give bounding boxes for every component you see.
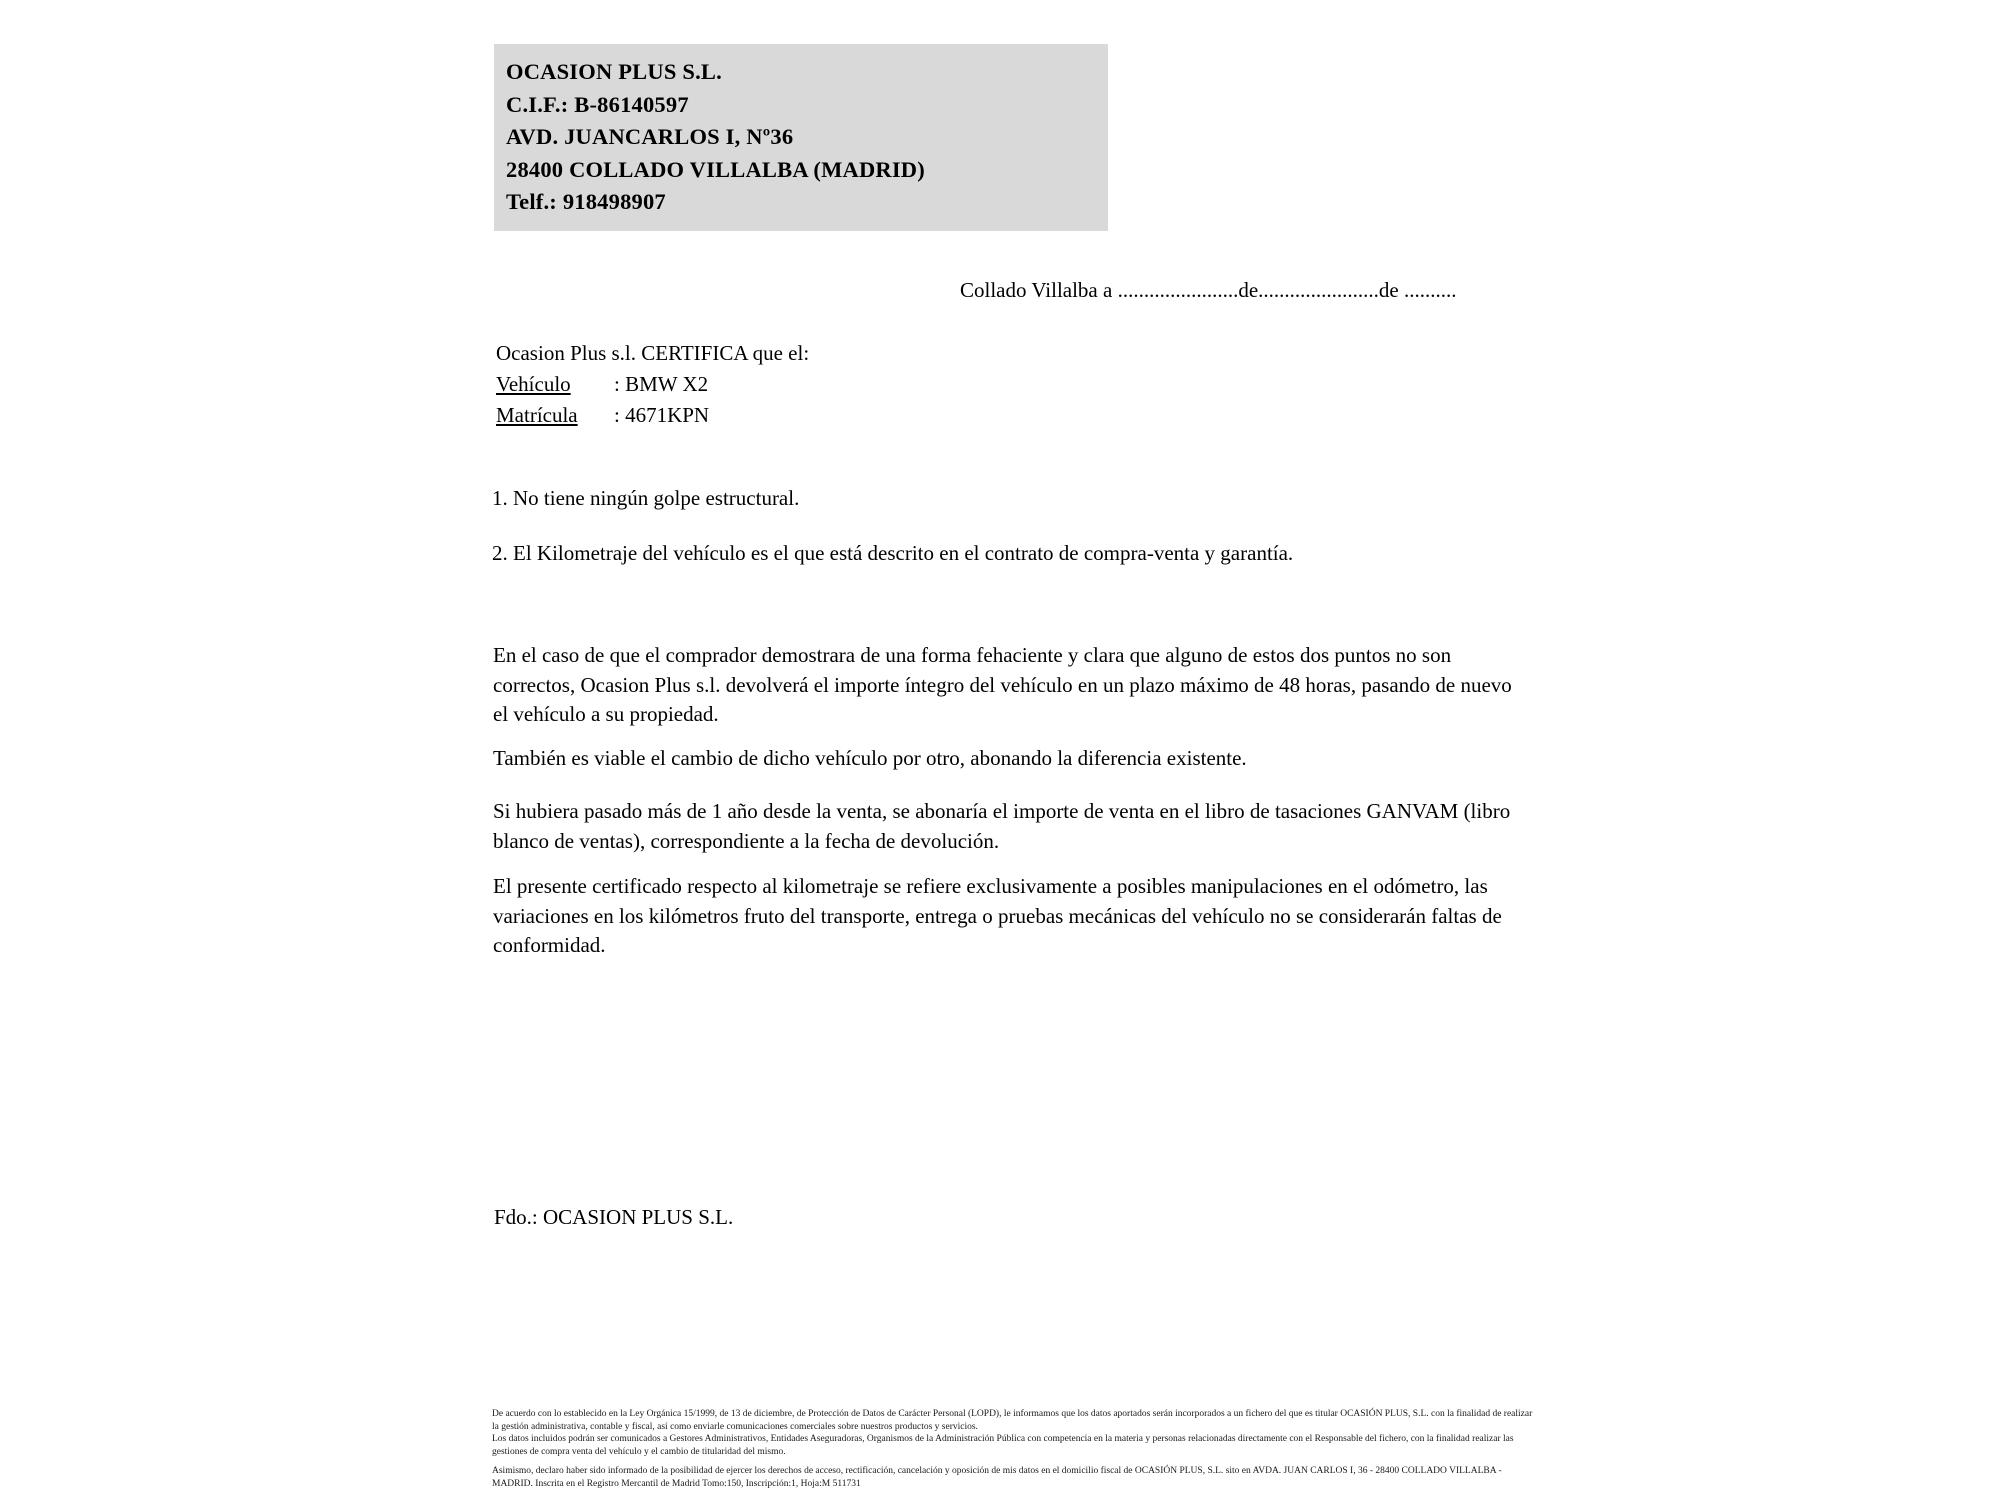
paragraph-3: Si hubiera pasado más de 1 año desde la venta, se abonaría el importe de venta en el libro de tasaciones GANVAM (libro blanco de ventas), correspondiente a la fecha de devolución.	[493, 799, 1511, 853]
signature-line: Fdo.: OCASION PLUS S.L.	[494, 1205, 734, 1229]
legal-notice	[492, 1408, 1537, 1491]
letterhead-phone: Telf.: 918498907	[506, 189, 666, 214]
letterhead-city: 28400 COLLADO VILLALBA (MADRID)	[506, 156, 925, 182]
point-2: 2. El Kilometraje del vehículo es el que está descrito en el contrato de compra-venta y garantía.	[492, 541, 1294, 565]
certifies-block	[496, 338, 809, 431]
paragraph-2: También es viable el cambio de dicho vehículo por otro, abonando la diferencia existente.	[493, 746, 1247, 770]
plate-label: Matrícula	[496, 403, 578, 427]
paragraph-4: El presente certificado respecto al kilometraje se refiere exclusivamente a posibles manipulaciones en el odómetro, las variaciones en los kilómetros fruto del transporte, entrega o pruebas mecánicas del vehículo no se considerarán faltas de conformidad.	[493, 874, 1502, 957]
legal-notice-line-2: Los datos incluidos podrán ser comunicados a Gestores Administrativos, Entidades Aseguradoras, Organismos de la Administración Pública con competencia en la materia y personas relacionadas directamente con el Responsable del fichero, con la finalidad realizar las gestiones de compra venta del vehículo y el cambio de titularidad del mismo.	[492, 1434, 1514, 1457]
place-date-line: Collado Villalba a .......................de.......................de ..........	[960, 278, 1457, 302]
vehicle-value: : BMW X2	[614, 372, 709, 396]
letterhead-cif: C.I.F.: B-86140597	[506, 91, 689, 117]
vehicle-label: Vehículo	[496, 372, 571, 396]
legal-notice-line-1: De acuerdo con lo establecido en la Ley Orgánica 15/1999, de 13 de diciembre, de Protección de Datos de Carácter Personal (LOPD), le informamos que los datos aportados serán incorporados a un fichero del que es titular OCASIÓN PLUS, S.L. con la finalidad de realizar la gestión administrativa, contable y fiscal, así como enviarle comunicaciones comerciales sobre nuestros productos y servicios.	[492, 1409, 1533, 1432]
plate-value: : 4671KPN	[614, 403, 710, 427]
letterhead-company: OCASION PLUS S.L.	[506, 59, 722, 84]
point-1: 1. No tiene ningún golpe estructural.	[492, 486, 800, 510]
paragraph-1: En el caso de que el comprador demostrara de una forma fehaciente y clara que alguno de estos dos puntos no son correctos, Ocasion Plus s.l. devolverá el importe íntegro del vehículo en un plazo máximo de 48 horas, pasando de nuevo el vehículo a su propiedad.	[493, 643, 1512, 726]
letterhead-address: AVD. JUANCARLOS I, Nº36	[506, 124, 794, 149]
plate-row	[496, 400, 809, 431]
certifies-intro: Ocasion Plus s.l. CERTIFICA que el:	[496, 341, 810, 365]
legal-notice-line-3: Asimismo, declaro haber sido informado de la posibilidad de ejercer los derechos de acceso, rectificación, cancelación y oposición de mis datos en el domicilio fiscal de OCASIÓN PLUS, S.L. sito en AVDA. JUAN CARLOS I, 36 - 28400 COLLADO VILLALBA - MADRID. Inscrita en el Registro Mercantil de Madrid Tomo:150, Inscripción:1, Hoja:M 511731	[492, 1466, 1502, 1489]
letterhead-block	[494, 44, 1108, 231]
vehicle-row	[496, 369, 809, 400]
